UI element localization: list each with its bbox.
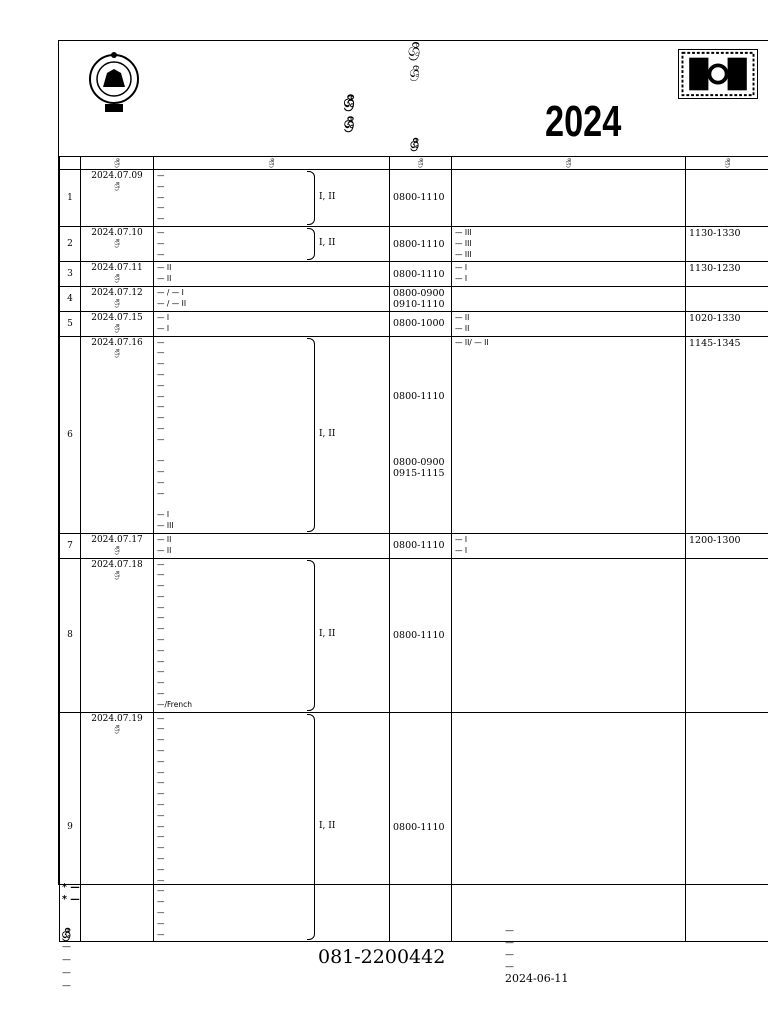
department-title-sinhala: ශ්‍රී [407, 41, 422, 61]
subject-line: — [157, 391, 165, 401]
paper-mark: I, II [319, 821, 336, 832]
row-afternoon-subjects [452, 336, 686, 533]
row-morning-subjects [154, 336, 390, 533]
subject-line: — [157, 581, 165, 591]
subject-line: — [157, 591, 165, 601]
subject-line: — [157, 897, 165, 907]
header-date: ශ්‍රී [81, 157, 154, 170]
timetable-heading: ශ්‍රී [410, 137, 419, 151]
subject-line: — III [455, 238, 472, 248]
subject-line: — [157, 181, 165, 191]
subject-line: — [157, 214, 165, 224]
header-afternoon-subject: ශ්‍රී [452, 157, 686, 170]
brace-mark [307, 338, 315, 532]
row-date-cell [81, 712, 154, 942]
row-afternoon-time [686, 170, 768, 227]
row-afternoon-time: 1200-1300 [686, 533, 768, 558]
subject-line: — [157, 171, 165, 180]
row-morning-subjects [154, 311, 390, 336]
row-afternoon-time [686, 558, 768, 712]
row-morning-subjects [154, 226, 390, 261]
row-afternoon-subjects [452, 558, 686, 712]
paper-mark: I, II [319, 428, 336, 439]
subject-line: — I [157, 510, 170, 520]
row-weekday: ශ්‍රී [114, 181, 120, 190]
row-date-cell [81, 533, 154, 558]
row-number: 8 [60, 558, 81, 712]
subject-line: — I [157, 312, 170, 322]
subject-line: — [157, 789, 165, 799]
row-date: 2024.07.11 [91, 263, 143, 274]
subject-line: — [157, 832, 165, 842]
row-date: 2024.07.09 [91, 171, 143, 181]
brace-mark [307, 560, 315, 711]
subject-group [157, 338, 386, 532]
exam-title-tamil: ශ්‍රී [343, 116, 354, 132]
subject-line: — I [455, 274, 468, 284]
subject-line: — [157, 843, 165, 853]
signature-line-4: — [505, 962, 514, 972]
subject-line: — / — II [157, 298, 187, 308]
table-row [60, 712, 768, 942]
provincial-logo-icon [678, 49, 758, 99]
row-afternoon-subjects [452, 262, 686, 287]
brace-mark [307, 171, 315, 225]
row-afternoon-subjects [452, 286, 686, 311]
subject-line: — II [455, 312, 470, 322]
header [59, 41, 768, 156]
subject-line: — [157, 667, 165, 677]
subject-line: — [157, 678, 165, 688]
subject-line: — [157, 918, 165, 928]
row-date: 2024.07.12 [91, 287, 143, 298]
row-morning-subjects [154, 286, 390, 311]
exam-timetable [59, 156, 768, 942]
row-afternoon-time [686, 286, 768, 311]
footnotes [62, 882, 80, 906]
subject-line: — [157, 192, 165, 202]
subject-line: — [157, 778, 165, 788]
row-afternoon-time: 1130-1330 [686, 226, 768, 261]
table-row [60, 286, 768, 311]
row-date: 2024.07.18 [91, 559, 143, 570]
header-time-2: ශ්‍රී [686, 157, 768, 170]
row-weekday: ශ්‍රී [114, 347, 120, 357]
subject-group [157, 560, 386, 711]
header-time: ශ්‍රී [390, 157, 452, 170]
row-morning-time: 0800-1110 [390, 558, 452, 712]
signature-date: 2024-06-11 [505, 972, 569, 985]
row-date: 2024.07.17 [91, 534, 143, 545]
subject-line: — [157, 886, 165, 896]
inquiries-heading: ශ්‍රී [62, 927, 71, 941]
subject-line: — III [455, 227, 472, 237]
row-afternoon-time: 1020-1330 [686, 311, 768, 336]
subject-line: — [157, 488, 165, 498]
subject-line: — [157, 656, 165, 666]
row-morning-subjects [154, 262, 390, 287]
row-number: 1 [60, 170, 81, 227]
subject-line: — [157, 559, 165, 569]
row-number: 5 [60, 311, 81, 336]
row-number: 7 [60, 533, 81, 558]
subject-line: — II/ — II [455, 337, 489, 347]
paper-mark: I, II [319, 629, 336, 640]
exam-title-sinhala: ශ්‍රී [343, 93, 355, 111]
subject-line: — [157, 369, 165, 379]
subject-line: — [157, 227, 165, 237]
subject-line: — [157, 359, 165, 369]
row-afternoon-subjects [452, 311, 686, 336]
subject-line: — II [157, 534, 172, 544]
row-morning-subjects [154, 712, 390, 942]
row-afternoon-subjects [452, 170, 686, 227]
row-weekday: ශ්‍රී [114, 237, 120, 247]
subject-line: — [157, 854, 165, 864]
row-weekday: ශ්‍රී [114, 569, 120, 579]
department-title-tamil: ශ්‍රී [409, 65, 420, 81]
row-number: 4 [60, 286, 81, 311]
row-afternoon-subjects [452, 226, 686, 261]
subject-line: — [157, 456, 165, 466]
row-afternoon-time: 1145-1345 [686, 336, 768, 533]
subject-group [157, 288, 386, 310]
row-date-cell [81, 558, 154, 712]
subject-group [157, 535, 386, 557]
subject-line: — I [455, 545, 468, 555]
row-afternoon-subjects [452, 533, 686, 558]
table-row [60, 311, 768, 336]
subject-line: — [157, 570, 165, 580]
subject-line: — [157, 624, 165, 634]
subject-line: — [157, 746, 165, 756]
inquiries-line-2: — [62, 955, 71, 965]
table-row [60, 170, 768, 227]
row-date-cell [81, 336, 154, 533]
subject-line: — [157, 689, 165, 699]
contact-phone: 081-2200442 [318, 946, 446, 968]
subject-line: — [157, 249, 165, 259]
row-afternoon-subjects [452, 712, 686, 942]
row-morning-time: 0800-1000 [390, 311, 452, 336]
header-no [60, 157, 81, 170]
row-number: 2 [60, 226, 81, 261]
subject-line [157, 446, 386, 457]
row-morning-time: 0800-1110 [390, 712, 452, 942]
subject-line: — [157, 864, 165, 874]
subject-line: — III [455, 249, 472, 259]
subject-line: — [157, 434, 165, 444]
row-morning-subjects [154, 170, 390, 227]
row-weekday: ශ්‍රී [114, 544, 120, 554]
subject-line: — [157, 337, 165, 347]
signature-line-3: — [505, 950, 514, 960]
row-weekday: ශ්‍රී [114, 273, 120, 283]
footnote-1: * — [62, 882, 80, 893]
subject-line: — [157, 810, 165, 820]
subject-group [157, 313, 386, 335]
row-weekday: ශ්‍රී [114, 322, 120, 332]
inquiries-line-3: — [62, 968, 71, 978]
brace-mark [307, 714, 315, 941]
subject-line: — [157, 467, 165, 477]
table-header-row [60, 157, 768, 170]
subject-line: — [157, 713, 165, 723]
subject-line: — [157, 756, 165, 766]
row-date: 2024.07.15 [91, 312, 143, 323]
subject-group [157, 228, 386, 260]
row-morning-time: 0800-1110 0800-0900 0915-1115 [390, 336, 452, 533]
row-morning-time: 0800-1110 [390, 533, 452, 558]
subject-line: — [157, 929, 165, 939]
subject-line: — [157, 724, 165, 734]
subject-line: — [157, 402, 165, 412]
subject-line: — [157, 645, 165, 655]
subject-line: — [157, 635, 165, 645]
subject-group [157, 171, 386, 225]
subject-group [157, 714, 386, 941]
row-number: 6 [60, 336, 81, 533]
header-morning-subject: ශ්‍රී [154, 157, 390, 170]
paper-mark: I, II [319, 192, 336, 202]
row-number: 9 [60, 712, 81, 942]
row-weekday: ශ්‍රී [114, 723, 120, 733]
subject-line: — II [455, 323, 470, 333]
row-morning-time: 0800-0900 0910-1110 [390, 286, 452, 311]
table-row [60, 558, 768, 712]
row-date-cell [81, 311, 154, 336]
inquiries-line-4: — [62, 981, 71, 991]
signature-block [505, 925, 568, 985]
timetable-sheet [58, 40, 768, 939]
subject-line: — [157, 348, 165, 358]
signature-line-2: — [505, 938, 514, 948]
row-date: 2024.07.10 [91, 227, 143, 238]
row-morning-time: 0800-1110 [390, 170, 452, 227]
subject-line [157, 500, 386, 511]
row-date-cell [81, 286, 154, 311]
subject-line: — [157, 602, 165, 612]
subject-line: — [157, 203, 165, 213]
exam-year: 2024 [545, 97, 622, 146]
table-row [60, 226, 768, 261]
inquiries-block [62, 928, 71, 993]
table-row [60, 262, 768, 287]
table-row [60, 336, 768, 533]
subject-line: — I [455, 534, 468, 544]
paper-mark: I, II [319, 238, 336, 249]
row-date-cell [81, 170, 154, 227]
subject-line: — [157, 767, 165, 777]
subject-line: — [157, 735, 165, 745]
subject-line: — [157, 908, 165, 917]
subject-line: — [157, 875, 165, 885]
subject-line: — [157, 800, 165, 810]
signature-line-1: — [505, 926, 514, 936]
row-weekday: ශ්‍රී [114, 297, 120, 307]
subject-line: — [157, 821, 165, 831]
subject-line: — II [157, 545, 172, 555]
footnote-2: * — [62, 894, 80, 905]
row-morning-subjects [154, 533, 390, 558]
inquiries-line-1: — [62, 942, 71, 952]
subject-group [157, 263, 386, 285]
subject-line: — / — I [157, 287, 184, 297]
subject-line: — [157, 477, 165, 487]
row-afternoon-time [686, 712, 768, 942]
subject-line: — [157, 423, 165, 433]
subject-line: — [157, 238, 165, 248]
subject-line: — II [157, 263, 172, 273]
row-date-cell [81, 262, 154, 287]
subject-line: — [157, 613, 165, 623]
row-date: 2024.07.19 [91, 713, 143, 724]
subject-line: — III [157, 521, 174, 531]
subject-line: — I [157, 323, 170, 333]
subject-line: — II [157, 274, 172, 284]
subject-line: —/French [157, 699, 192, 709]
table-row [60, 533, 768, 558]
subject-line: — [157, 380, 165, 390]
row-number: 3 [60, 262, 81, 287]
subject-line: — I [455, 263, 468, 273]
row-afternoon-time: 1130-1230 [686, 262, 768, 287]
row-morning-time: 0800-1110 [390, 226, 452, 261]
row-morning-time: 0800-1110 [390, 262, 452, 287]
row-date: 2024.07.16 [91, 337, 143, 348]
row-morning-subjects [154, 558, 390, 712]
subject-line: — [157, 413, 165, 423]
brace-mark [307, 228, 315, 260]
row-date-cell [81, 226, 154, 261]
